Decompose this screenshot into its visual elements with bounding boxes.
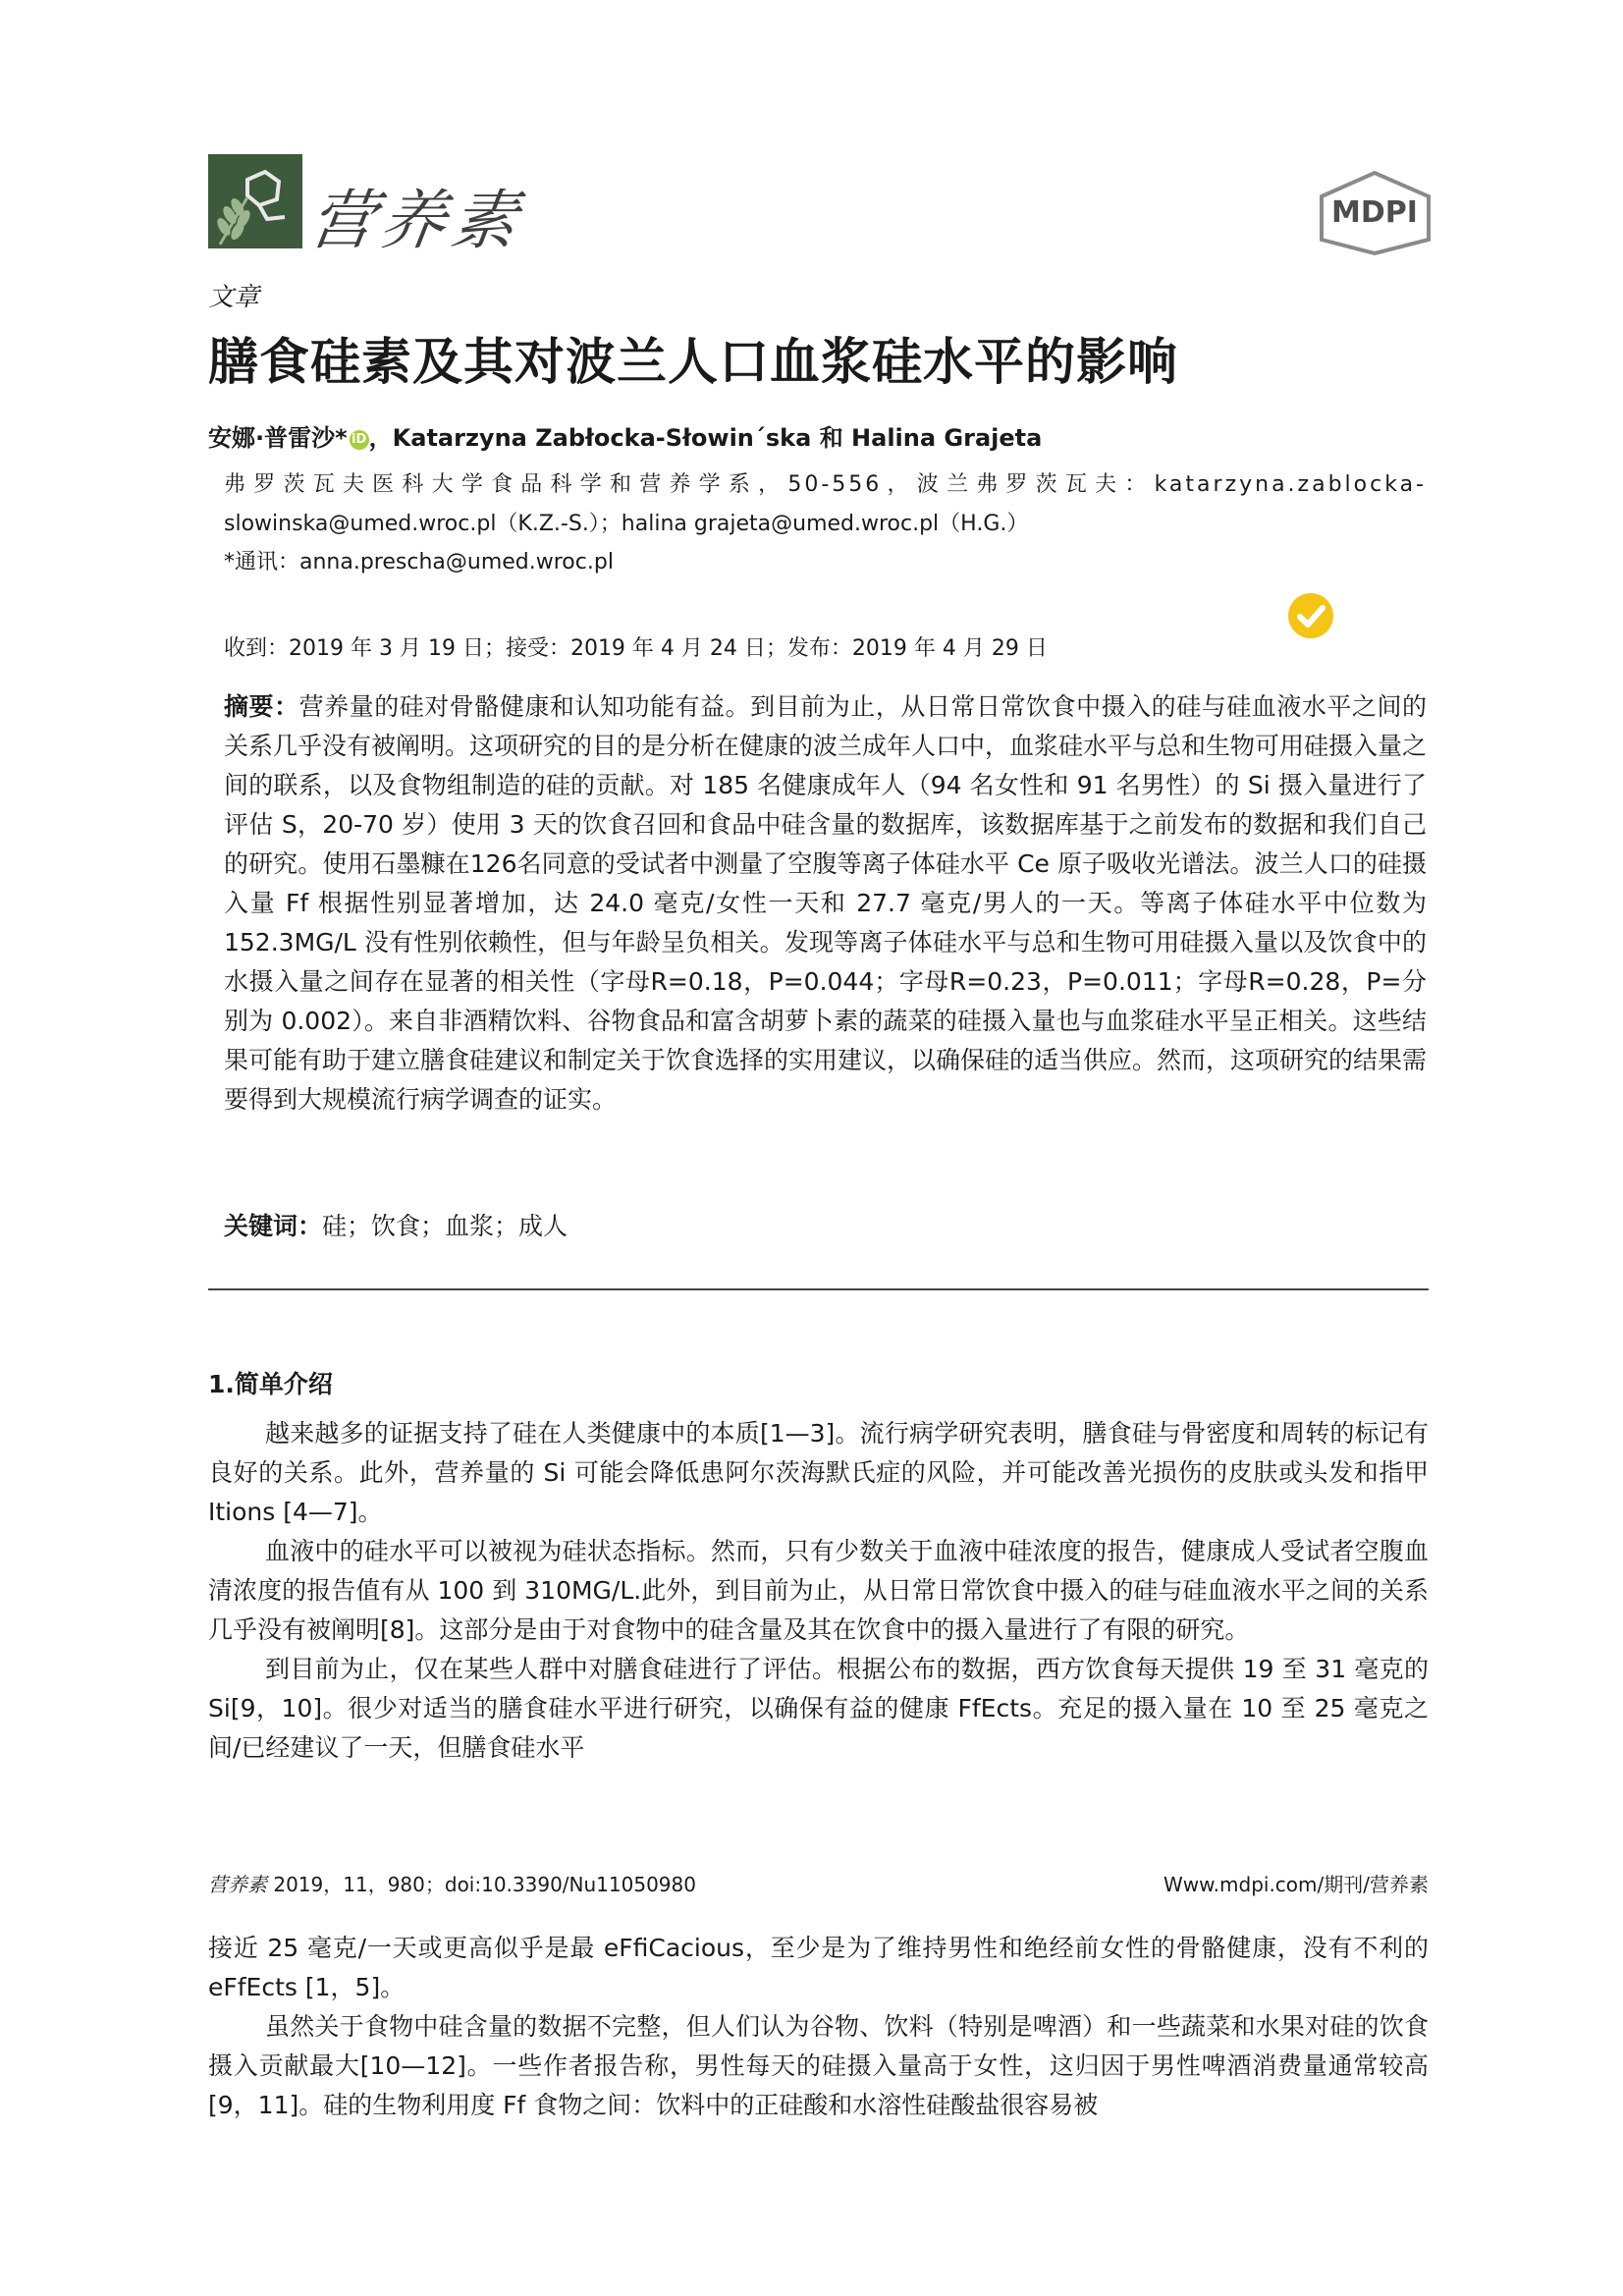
keywords — [224, 1207, 568, 1242]
orcid-icon[interactable]: iD — [350, 430, 369, 450]
check-for-updates-icon[interactable] — [1288, 593, 1333, 638]
abstract — [224, 687, 1427, 1120]
article-title: 膳食硅素及其对波兰人口血浆硅水平的影响 — [208, 334, 1179, 392]
other-authors: ，Katarzyna Zabłocka-Słowin´ska 和 Halina Grajeta — [368, 424, 1043, 452]
paragraph: 到目前为止，仅在某些人群中对膳食硅进行了评估。根据公布的数据，西方饮食每天提供 19 至 31 毫克的 Si[9，10]。很少对适当的膳食硅水平进行研究，以确保有益的健康 FfEcts。充足的摄入量在 10 至 25 毫克之间/已经建议了一天，但膳食硅水平 — [208, 1655, 1429, 1762]
affiliation-line: slowinska@umed.wroc.pl（K.Z.-S.）；halina grajeta@umed.wroc.pl（H.G.） — [224, 512, 1029, 536]
footer-journal: 营养素 — [208, 1873, 267, 1896]
abstract-text: 营养量的硅对骨骼健康和认知功能有益。到目前为止，从日常日常饮食中摄入的硅与硅血液水平之间的关系几乎没有被阐明。这项研究的目的是分析在健康的波兰成年人口中，血浆硅水平与总和生物可用硅摄入量之间的联系，以及食物组制造的硅的贡献。对 185 名健康成年人（94 名女性和 91 名男性）的 Si 摄入量进行了评估 S，20-70 岁）使用 3 天的饮食召回和食品中硅含量的数据库，该数据库基于之前发布的数据和我们自己的研究。使用石墨糠在126名同意的受试者中测量了空腹等离子体硅水平 Ce 原子吸收光谱法。波兰人口的硅摄入量 Ff 根据性别显著增加，达 24.0 毫克/女性一天和 27.7 毫克/男人的一天。等离子体硅水平中位数为 152.3MG/L 没有性别依赖性，但与年龄呈负相关。发现等离子体硅水平与总和生物可用硅摄入量以及饮食中的水摄入量之间存在显著的相关性（字母R=0.18，P=0.044；字母R=0.23，P=0.011；字母R=0.28，P=分别为 0.002）。来自非酒精饮料、谷物食品和富含胡萝卜素的蔬菜的硅摄入量也与血浆硅水平呈正相关。这些结果可能有助于建立膳食硅建议和制定关于饮食选择的实用建议，以确保硅的适当供应。然而，这项研究的结果需要得到大规模流行病学调查的证实。 — [224, 692, 1428, 1114]
correspondence: *通讯：anna.prescha@umed.wroc.pl — [224, 550, 614, 574]
keywords-label: 关键词： — [224, 1212, 323, 1240]
publisher-logo — [1314, 167, 1436, 255]
journal-name: 营养素 — [304, 183, 528, 258]
journal-logo — [208, 154, 302, 248]
first-author: 安娜·普雷沙* — [208, 424, 348, 452]
publication-dates: 收到：2019 年 3 月 19 日；接受：2019 年 4 月 24 日；发布：2019 年 4 月 29 日 — [224, 636, 1048, 661]
affiliation — [224, 465, 1427, 544]
divider — [208, 1288, 1429, 1290]
paragraph: 接近 25 毫克/一天或更高似乎是最 eFfiCacious，至少是为了维持男性和绝经前女性的骨骼健康，没有不利的 eFfEcts [1，5]。 — [208, 1934, 1429, 2001]
page-two-body — [208, 1929, 1429, 2125]
paragraph: 虽然关于食物中硅含量的数据不完整，但人们认为谷物、饮料（特别是啤酒）和一些蔬菜和水果对硅的饮食摄入贡献最大[10—12]。一些作者报告称，男性每天的硅摄入量高于女性，这归因于男性啤酒消费量通常较高[9，11]。硅的生物利用度 Ff 食物之间：饮料中的正硅酸和水溶性硅酸盐很容易被 — [208, 2012, 1429, 2119]
paragraph: 越来越多的证据支持了硅在人类健康中的本质[1—3]。流行病学研究表明，膳食硅与骨密度和周转的标记有良好的关系。此外，营养量的 Si 可能会降低患阿尔茨海默氏症的风险，并可能改善光损伤的皮肤或头发和指甲 Itions [4—7]。 — [208, 1419, 1429, 1526]
introduction-body — [208, 1414, 1429, 1768]
affiliation-line: 弗罗茨瓦夫医科大学食品科学和营养学系，50-556，波兰弗罗茨瓦夫：katarzyna.zablocka- — [224, 472, 1427, 497]
section-heading: 1.简单介绍 — [208, 1370, 333, 1398]
abstract-label: 摘要： — [224, 692, 299, 721]
footer-citation — [208, 1869, 696, 1897]
footer-doi[interactable]: 2019，11，980；doi:10.3390/Nu11050980 — [273, 1873, 696, 1896]
author-list — [208, 418, 1042, 453]
publisher-name: MDPI — [1331, 195, 1418, 230]
footer-website[interactable]: Www.mdpi.com/期刊/营养素 — [1163, 1873, 1429, 1896]
article-type: 文章 — [208, 283, 260, 312]
paragraph: 血液中的硅水平可以被视为硅状态指标。然而，只有少数关于血液中硅浓度的报告，健康成人受试者空腹血清浓度的报告值有从 100 到 310MG/L.此外，到目前为止，从日常日常饮食中摄入的硅与硅血液水平之间的关系几乎没有被阐明[8]。这部分是由于对食物中的硅含量及其在饮食中的摄入量进行了有限的研究。 — [208, 1537, 1429, 1644]
keywords-text: 硅；饮食；血浆；成人 — [322, 1212, 568, 1240]
